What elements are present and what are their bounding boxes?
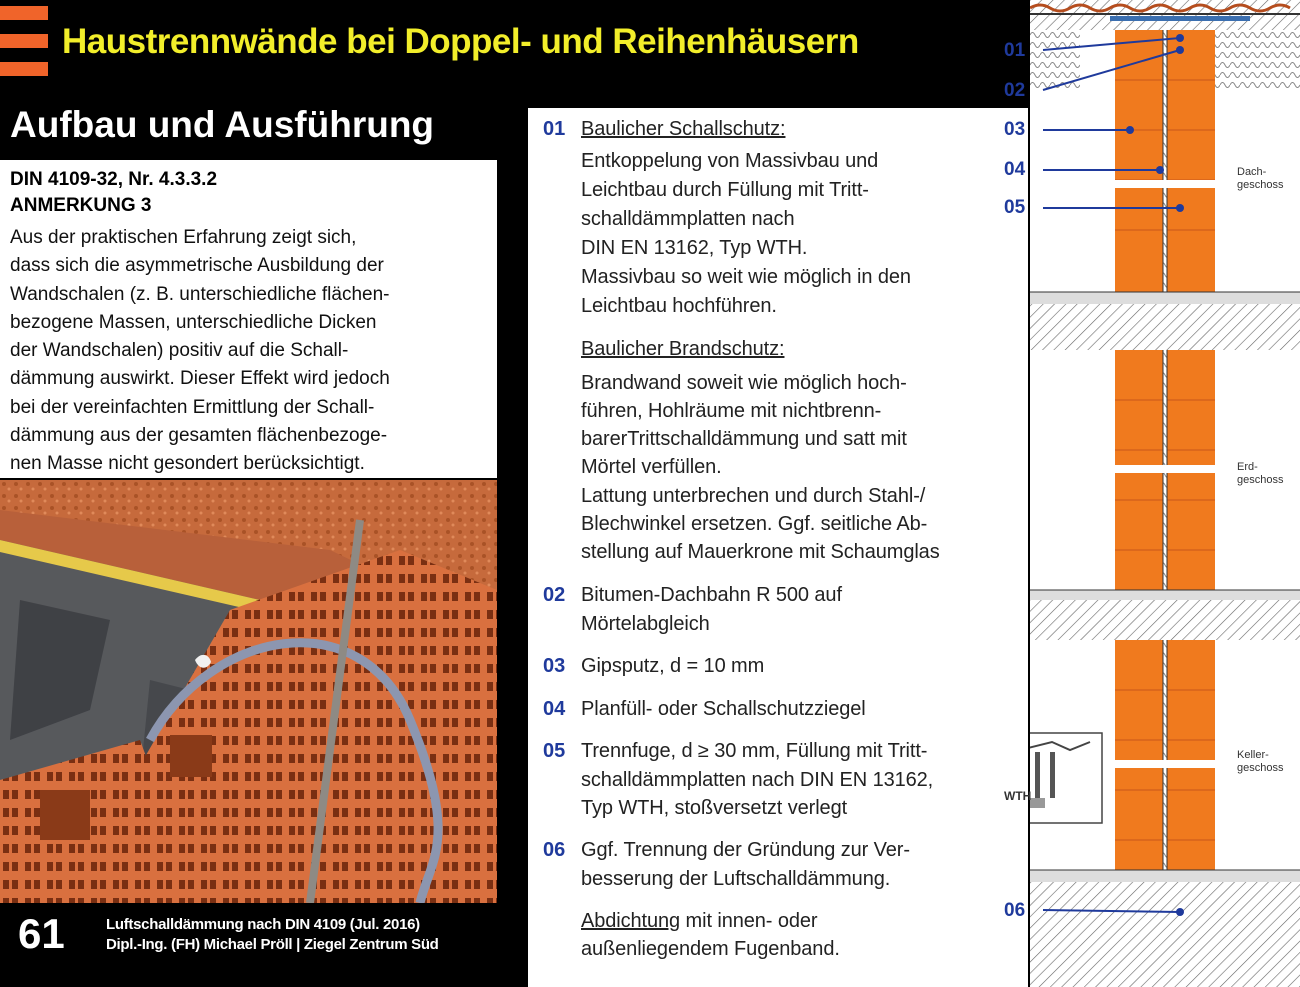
callout-02: 02 xyxy=(1004,80,1026,101)
item-line: Lattung unterbrechen und durch Stahl-/ xyxy=(581,485,926,507)
legend-panel xyxy=(528,108,1028,987)
item-line: Brandwand soweit wie möglich hoch- xyxy=(581,372,907,394)
callout-01: 01 xyxy=(1004,40,1026,61)
floor-label-erd: Erd- geschoss xyxy=(1237,461,1284,486)
item-line: Gipsputz, d = 10 mm xyxy=(581,655,765,677)
note-heading-2: ANMERKUNG 3 xyxy=(10,195,152,216)
item-number-03: 03 xyxy=(543,655,566,677)
item-line: stellung auf Mauerkrone mit Schaumglas xyxy=(581,541,940,563)
abdichtung-line-1 xyxy=(581,910,817,933)
note-line: nen Masse nicht gesondert berücksichtigt. xyxy=(10,453,365,475)
item-line: Bitumen-Dachbahn R 500 auf xyxy=(581,584,842,606)
callout-06: 06 xyxy=(1004,900,1026,921)
construction-photo xyxy=(0,480,497,903)
item-number-02: 02 xyxy=(543,584,566,606)
slide-subtitle: Aufbau und Ausführung xyxy=(10,104,435,145)
item-line: Massivbau so weit wie möglich in den xyxy=(581,266,911,288)
logo-bar-3 xyxy=(0,62,48,76)
footer-line-1: Luftschalldämmung nach DIN 4109 (Jul. 2016) xyxy=(106,916,420,933)
item-number-01: 01 xyxy=(543,118,566,140)
logo-bar-2 xyxy=(0,34,48,48)
item-line: Leichtbau hochführen. xyxy=(581,295,777,317)
note-line: der Wandschalen) positiv auf die Schall- xyxy=(10,340,349,362)
logo-bar-1 xyxy=(0,6,48,20)
page-number: 61 xyxy=(18,910,65,957)
note-line: dass sich die asymmetrische Ausbildung der xyxy=(10,255,384,277)
wall-section-drawing xyxy=(1004,0,1300,987)
floor-label-dach: Dach- geschoss xyxy=(1237,166,1284,191)
abdichtung-rest: mit innen- oder xyxy=(680,910,818,932)
item-line: schalldämmplatten nach DIN EN 13162, xyxy=(581,769,934,791)
item-01b-title: Baulicher Brandschutz: xyxy=(581,338,785,360)
item-line: Trennfuge, d ≥ 30 mm, Füllung mit Tritt- xyxy=(581,740,928,762)
floor-label-keller: Keller- geschoss xyxy=(1237,749,1284,774)
item-number-04: 04 xyxy=(543,698,566,720)
item-line: führen, Hohlräume mit nichtbrenn- xyxy=(581,400,882,422)
item-line: Typ WTH, stoßversetzt verlegt xyxy=(581,797,848,819)
item-number-06: 06 xyxy=(543,839,566,861)
item-line: DIN EN 13162, Typ WTH. xyxy=(581,237,808,259)
item-line: schalldämmplatten nach xyxy=(581,208,795,230)
callout-04: 04 xyxy=(1004,159,1026,180)
din-note-box xyxy=(0,160,497,478)
item-line: Entkoppelung von Massivbau und xyxy=(581,150,879,172)
callout-05: 05 xyxy=(1004,197,1026,218)
item-line: Blechwinkel ersetzen. Ggf. seitliche Ab- xyxy=(581,513,928,535)
item-01-title: Baulicher Schallschutz: xyxy=(581,118,786,140)
wth-label: WTH xyxy=(1004,789,1032,803)
note-heading-1: DIN 4109-32, Nr. 4.3.3.2 xyxy=(10,169,218,190)
item-line: besserung der Luftschalldämmung. xyxy=(581,868,891,890)
logo-bars xyxy=(0,0,48,90)
note-line: dämmung aus der gesamten flächenbezoge- xyxy=(10,425,388,447)
footer-line-2: Dipl.-Ing. (FH) Michael Pröll | Ziegel Zentrum Süd xyxy=(106,936,439,953)
note-line: Wandschalen (z. B. unterschiedliche flächen- xyxy=(10,283,390,305)
abdichtung-line-2: außenliegendem Fugenband. xyxy=(581,938,840,960)
abdichtung-title: Abdichtung xyxy=(581,910,681,932)
item-line: Ggf. Trennung der Gründung zur Ver- xyxy=(581,839,910,861)
item-line: barerTrittschalldämmung und satt mit xyxy=(581,428,907,450)
slide-title: Haustrennwände bei Doppel- und Reihenhäusern xyxy=(62,22,859,61)
note-line: dämmung auswirkt. Dieser Effekt wird jedoch xyxy=(10,368,390,390)
item-line: Leichtbau durch Füllung mit Tritt- xyxy=(581,179,869,201)
note-body xyxy=(10,224,390,479)
item-line: Mörtelabgleich xyxy=(581,613,710,635)
item-line: Mörtel verfüllen. xyxy=(581,456,722,478)
callout-03: 03 xyxy=(1004,119,1026,140)
note-line: bezogene Massen, unterschiedliche Dicken xyxy=(10,311,377,333)
note-line: bei der vereinfachten Ermittlung der Schall- xyxy=(10,396,375,418)
note-line: Aus der praktischen Erfahrung zeigt sich, xyxy=(10,227,357,248)
item-number-05: 05 xyxy=(543,740,566,762)
item-line: Planfüll- oder Schallschutzziegel xyxy=(581,698,866,720)
